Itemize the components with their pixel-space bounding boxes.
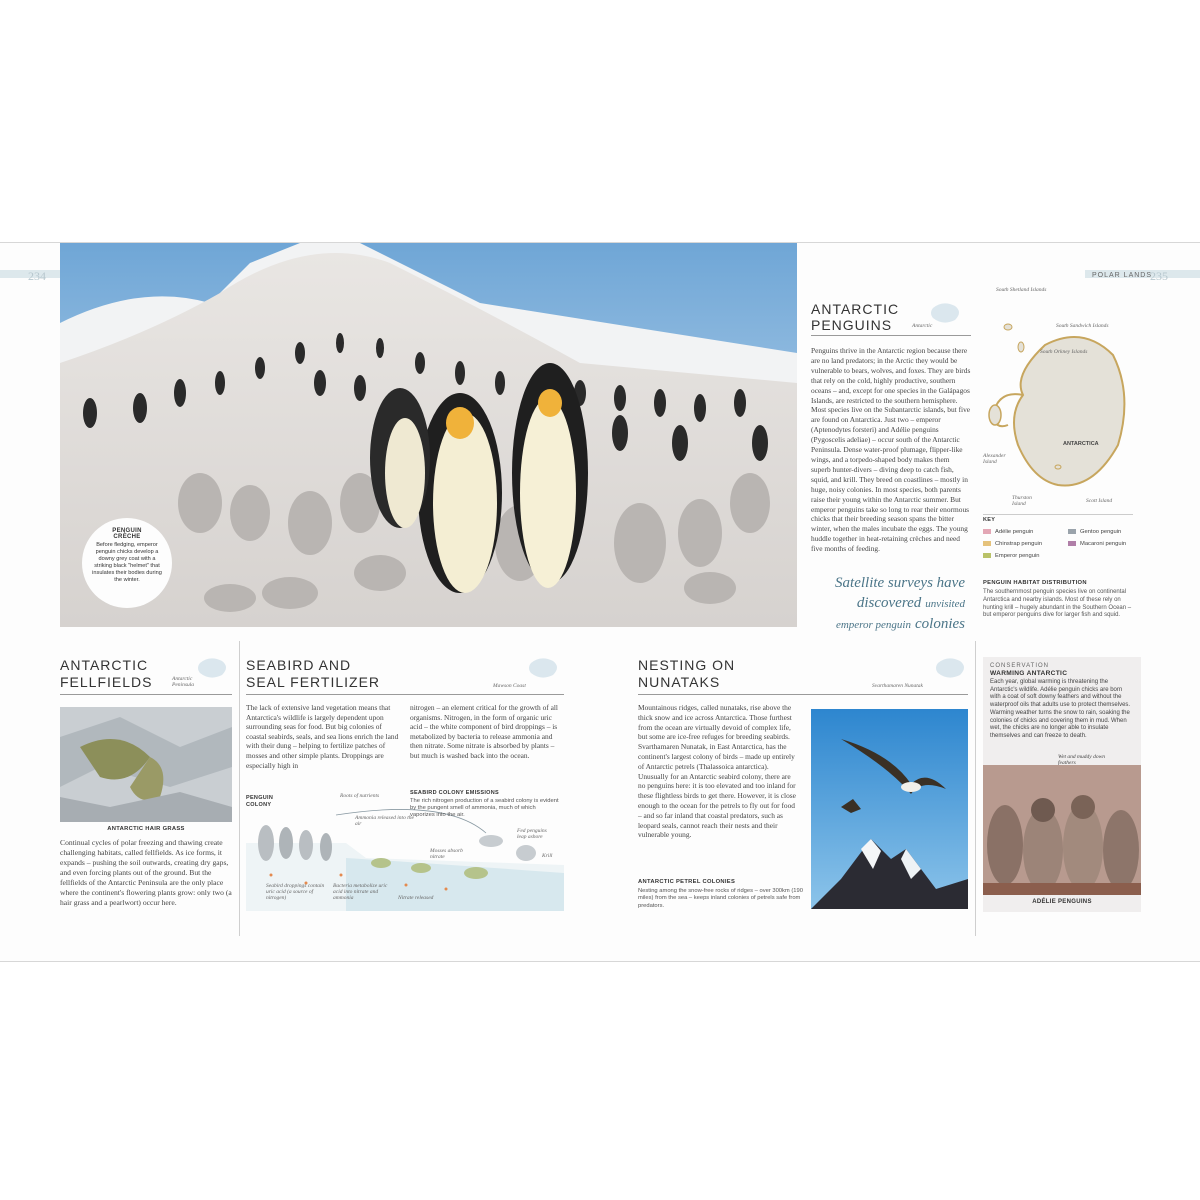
fellfields-rule: [60, 694, 232, 695]
conservation-photo-note: Wet and muddy down feathers: [1058, 754, 1106, 766]
right-page-number: 235: [1150, 269, 1168, 283]
chinstrap-swatch: [983, 541, 991, 546]
fellfields-title-1: ANTARCTIC: [60, 657, 149, 673]
label-south-sandwich: South Sandwich Islands: [1056, 323, 1109, 329]
fertilizer-body-col2: nitrogen – an element critical for the growth of all organisms. Nitrogen, in the form of organic uric acid – the white component of bird droppings – is metabolized by bacteria to release ammonia and then nitrate. Some nitrate is absorbed by plants – but much is washed back into the ocean.: [410, 703, 558, 760]
quote-line-1: Satellite surveys have: [835, 575, 965, 591]
distribution-caption-title: PENGUIN HABITAT DISTRIBUTION: [983, 580, 1087, 586]
nunataks-title-2: NUNATAKS: [638, 674, 721, 690]
label-antarctica: ANTARCTICA: [1063, 441, 1099, 447]
macaroni-swatch: [1068, 541, 1076, 546]
adelie-label: Adélie penguin: [995, 529, 1034, 536]
penguins-title-2: PENGUINS: [811, 317, 893, 333]
creche-callout: [82, 518, 172, 608]
conservation-text: Each year, global warming is threatening the Antarctic's wildlife. Adélie penguin chicks are born with a coat of soft downy feathers and without the waterproof oils that adults use to protect themselves. Warming weather turns the snow to rain, soaking the colonies of chicks and covering them in mud. When wet, the chicks are no longer able to insulate themselves and can freeze to death.: [990, 679, 1131, 739]
gentoo-swatch: [1068, 529, 1076, 534]
fellfields-body: Continual cycles of polar freezing and thawing create challenging habitats, called fellfields. As ice forms, it expands – pushing the soil outwards, creating dry gaps, and even forcing plants out of the ground. But the fellfields of the Antarctic Peninsula are the only place where the continent's flowering plants grow: only two (a hair grass and a pearlwort) occur here.: [60, 838, 232, 907]
key-item-emperor: [983, 553, 1039, 559]
penguins-map-label: Antarctic: [912, 323, 933, 329]
quote-line-2a: discovered: [856, 595, 922, 611]
penguins-title-1: ANTARCTIC: [811, 301, 900, 317]
fertilizer-map-label: Mawson Coast: [493, 683, 526, 689]
fertilizer-body-col1: The lack of extensive land vegetation means that Antarctica's wildlife is largely dependent upon surrounding seas for food. But big colonies of coastal seabirds, seals, and sea lions enrich the land with their dung – helping to fertilize patches of mosses and other simple plants. Droppings are especially high in: [246, 703, 399, 770]
diagram-label-ammonia: Ammonia released into the air: [355, 815, 414, 827]
petrel-caption-title: ANTARCTIC PETREL COLONIES: [638, 879, 736, 885]
divider-2: [975, 641, 976, 936]
penguins-body: Penguins thrive in the Antarctic region because there are no land predators; in the Arctic they would be vulnerable to bears, wolves, and foxes. They are birds that rely on the cold, highly productive, southern oceans – and, except for one species in the Galápagos Islands, are restricted to the southern hemisphere. Most species live on the Subantarctic islands, but five are found on Antarctica. Just two – emperor (Aptenodytes forsteri) and Adélie penguins (Pygoscelis adeliae) – occur south of the Antarctic Peninsula. Dense water-proof plumage, flipper-like wings, and a torpedo-shaped body makes them superb hunter-divers – diving deep to catch fish, squid, and krill. They breed on coastlines – mostly in huge, noisy colonies. In most species, both parents raise their young within the Antarctic summer. But emperor penguins take so long to rear their enormous chicks that their breeding season spans the bitter winter, when the males incubate the eggs. The young huddle together in heat-retaining crèches and need five months of feeding.: [811, 346, 971, 554]
antarctic-locator-map: [925, 298, 965, 326]
emissions-title: SEABIRD COLONY EMISSIONS: [410, 790, 499, 796]
conservation-title: WARMING ANTARCTIC: [990, 670, 1068, 677]
hair-grass-caption: ANTARCTIC HAIR GRASS: [107, 826, 185, 832]
hair-grass-photo: [60, 707, 232, 822]
divider-1: [239, 641, 240, 936]
label-scott: Scott Island: [1086, 498, 1113, 504]
section-label: POLAR LANDS: [1092, 272, 1153, 279]
quote-line-2b: unvisited: [925, 598, 965, 610]
diagram-label-krill: Krill: [542, 853, 553, 859]
nunataks-rule: [638, 694, 968, 695]
macaroni-label: Macaroni penguin: [1080, 541, 1127, 548]
emperor-swatch: [983, 553, 991, 558]
diagram-colony-label-2: COLONY: [246, 802, 272, 808]
diagram-label-fed: Fed penguins leap ashore: [517, 828, 547, 840]
quote-line-3: [800, 614, 965, 635]
fellfields-title-2: FELLFIELDS: [60, 674, 153, 690]
creche-title-2: CRÈCHE: [113, 534, 141, 540]
conservation-box: [983, 657, 1141, 912]
svarthamaren-locator-map: [930, 653, 970, 681]
key-item-chinstrap: [983, 541, 1042, 547]
chinstrap-label: Chinstrap penguin: [995, 541, 1043, 548]
nunataks-title-1: NESTING ON: [638, 657, 736, 673]
key-item-adelie: [983, 529, 1033, 535]
petrel-caption-text: Nesting among the snow-free rocks of ridges – over 300km (190 miles) from the sea – keeps inland colonies of petrels safe from predators.: [638, 888, 803, 909]
creche-title: PENGUIN: [112, 528, 142, 534]
penguins-title-rule: [811, 335, 971, 336]
fertilizer-title-2: SEAL FERTILIZER: [246, 674, 381, 690]
creche-text: Before fledging, emperor penguin chicks develop a downy grey coat with a striking black "helmet" that insulates their bodies during the winter.: [92, 542, 162, 583]
fellfields-map-label: Antarctic Peninsula: [172, 676, 194, 688]
diagram-label-droppings: Seabird droppings contain uric acid (a source of nitrogen): [266, 883, 325, 901]
diagram-label-nitrate: Nitrate released: [398, 895, 434, 901]
label-south-orkney: South Orkney Islands: [1040, 349, 1088, 355]
nunataks-map-label: Svarthamaren Nunatak: [872, 683, 923, 689]
diagram-label-bacteria: Bacteria metabolize uric acid into nitrate and ammonia: [333, 883, 388, 901]
conservation-photo-caption: ADÉLIE PENGUINS: [1032, 899, 1092, 905]
key-item-macaroni: [1068, 541, 1126, 547]
quote-line-3b: colonies: [915, 616, 965, 632]
emissions-text: The rich nitrogen production of a seabird colony is evident by the pungent smell of ammonia, much of which vaporizes into the air.: [410, 798, 559, 819]
label-alexander: Alexander Island: [983, 453, 1006, 465]
quote-line-2: [800, 593, 965, 614]
adelie-chicks-photo: [983, 765, 1141, 895]
fertilizer-rule: [246, 694, 564, 695]
mawson-locator-map: [523, 653, 563, 681]
quote-line-3a: emperor penguin: [835, 619, 911, 631]
label-south-shetland: South Shetland Islands: [996, 287, 1047, 293]
key-title: KEY: [983, 517, 996, 523]
book-spread: [0, 242, 1200, 962]
diagram-label-mosses: Mosses absorb nitrate: [430, 848, 463, 860]
left-page-number: 234: [28, 269, 46, 283]
emperor-label: Emperor penguin: [995, 553, 1040, 560]
diagram-colony-label: PENGUIN: [246, 795, 274, 801]
key-rule: [983, 514, 1133, 515]
adelie-swatch: [983, 529, 991, 534]
fertilizer-title-1: SEABIRD AND: [246, 657, 352, 673]
label-thurston: Thurston Island: [1012, 495, 1032, 507]
key-item-gentoo: [1068, 529, 1121, 535]
satellite-quote: [800, 573, 965, 635]
conservation-eyebrow: CONSERVATION: [990, 663, 1050, 669]
gentoo-label: Gentoo penguin: [1080, 529, 1122, 536]
petrel-photo: [811, 709, 968, 909]
nunataks-body: Mountainous ridges, called nunataks, rise above the thick snow and ice across Antarctica. Those furthest from the ocean are virtually devoid of complex life, but some are ice-free refuges for breeding seabirds. Svarthamaren Nunatak, in East Antarctica, has the continent's largest colony of birds – made up entirely of Antarctic petrels (Thalassoica antarctica). Unusually for an Antarctic seabird colony, there are no penguins here: it is too elevated and too inland for these flightless birds to get there. However, it is close enough to the ocean for the petrels to fly out for food – and so far inland that coastal predators, such as leopard seals, cannot reach their nests and their vulnerable young.: [638, 703, 796, 840]
diagram-label-roots: Roots of nutrients: [340, 793, 380, 799]
distribution-caption-text: The southernmost penguin species live on continental Antarctica and nearby islands. Most of these rely on hunting krill – hugely abundant in the Southern Ocean – but emperor penguins dive for larger fish and squid.: [983, 589, 1132, 619]
